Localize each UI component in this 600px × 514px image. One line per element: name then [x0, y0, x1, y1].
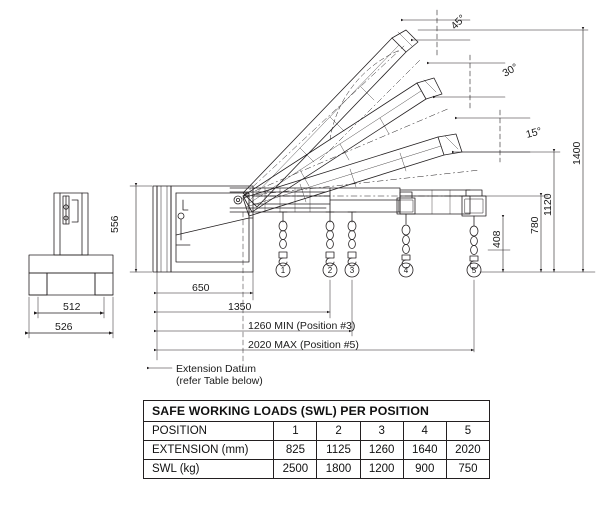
dim-label-1400: 1400 [571, 141, 583, 165]
cell-extension-2: 1125 [317, 441, 360, 460]
dim-label-556: 556 [109, 215, 121, 233]
table-row [144, 441, 490, 460]
side-elevation-view [153, 30, 486, 277]
cell-position-1: 1 [274, 422, 317, 441]
cell-extension-5: 2020 [446, 441, 489, 460]
dim-label-526: 526 [55, 321, 73, 333]
row-label-extension: EXTENSION (mm) [144, 441, 274, 460]
cell-swl-3: 1200 [360, 460, 403, 479]
dim-label-408: 408 [491, 230, 503, 248]
dim-label-512: 512 [63, 301, 81, 313]
angle-label-45: 45° [448, 12, 469, 33]
angle-dims [404, 10, 530, 162]
position-marker-3: 3 [349, 266, 355, 275]
row-label-position: POSITION [144, 422, 274, 441]
cell-extension-1: 825 [274, 441, 317, 460]
table-title-row [144, 401, 490, 422]
position-marker-4: 4 [403, 266, 409, 275]
cell-swl-5: 750 [446, 460, 489, 479]
angle-label-30: 30° [500, 61, 521, 80]
hook-assembly-1 [276, 212, 290, 277]
dim-label-1120: 1120 [542, 193, 554, 216]
cell-swl-1: 2500 [274, 460, 317, 479]
hook-assembly-5 [467, 216, 481, 277]
hook-assembly-2 [323, 212, 337, 277]
cell-position-4: 4 [403, 422, 446, 441]
table-title: SAFE WORKING LOADS (SWL) PER POSITION [144, 401, 490, 422]
dim-label-2020: 2020 MAX (Position #5) [248, 339, 359, 351]
table-row [144, 460, 490, 479]
dim-label-1350: 1350 [228, 301, 252, 313]
dim-label-780: 780 [529, 216, 541, 234]
hook-head-p5 [462, 190, 486, 216]
dim-label-650: 650 [192, 282, 210, 294]
cell-swl-2: 1800 [317, 460, 360, 479]
position-marker-2: 2 [327, 266, 333, 275]
cell-position-2: 2 [317, 422, 360, 441]
cell-position-5: 5 [446, 422, 489, 441]
hook-assembly-3 [345, 212, 359, 277]
dim-556 [130, 186, 152, 272]
angle-label-15: 15° [524, 125, 544, 141]
cell-swl-4: 900 [403, 460, 446, 479]
row-label-swl: SWL (kg) [144, 460, 274, 479]
position-marker-1: 1 [280, 266, 286, 275]
extension-datum-note-line2: (refer Table below) [176, 375, 263, 387]
cell-position-3: 3 [360, 422, 403, 441]
cell-extension-4: 1640 [403, 441, 446, 460]
swl-table [143, 400, 490, 479]
front-elevation-view [29, 193, 113, 295]
position-marker-5: 5 [471, 266, 477, 275]
dim-label-1260: 1260 MIN (Position #3) [248, 320, 356, 332]
cell-extension-3: 1260 [360, 441, 403, 460]
hook-assembly-4 [399, 214, 413, 277]
extension-datum-note-line1: Extension Datum [176, 363, 256, 375]
table-row [144, 422, 490, 441]
construction-lines [243, 46, 480, 196]
